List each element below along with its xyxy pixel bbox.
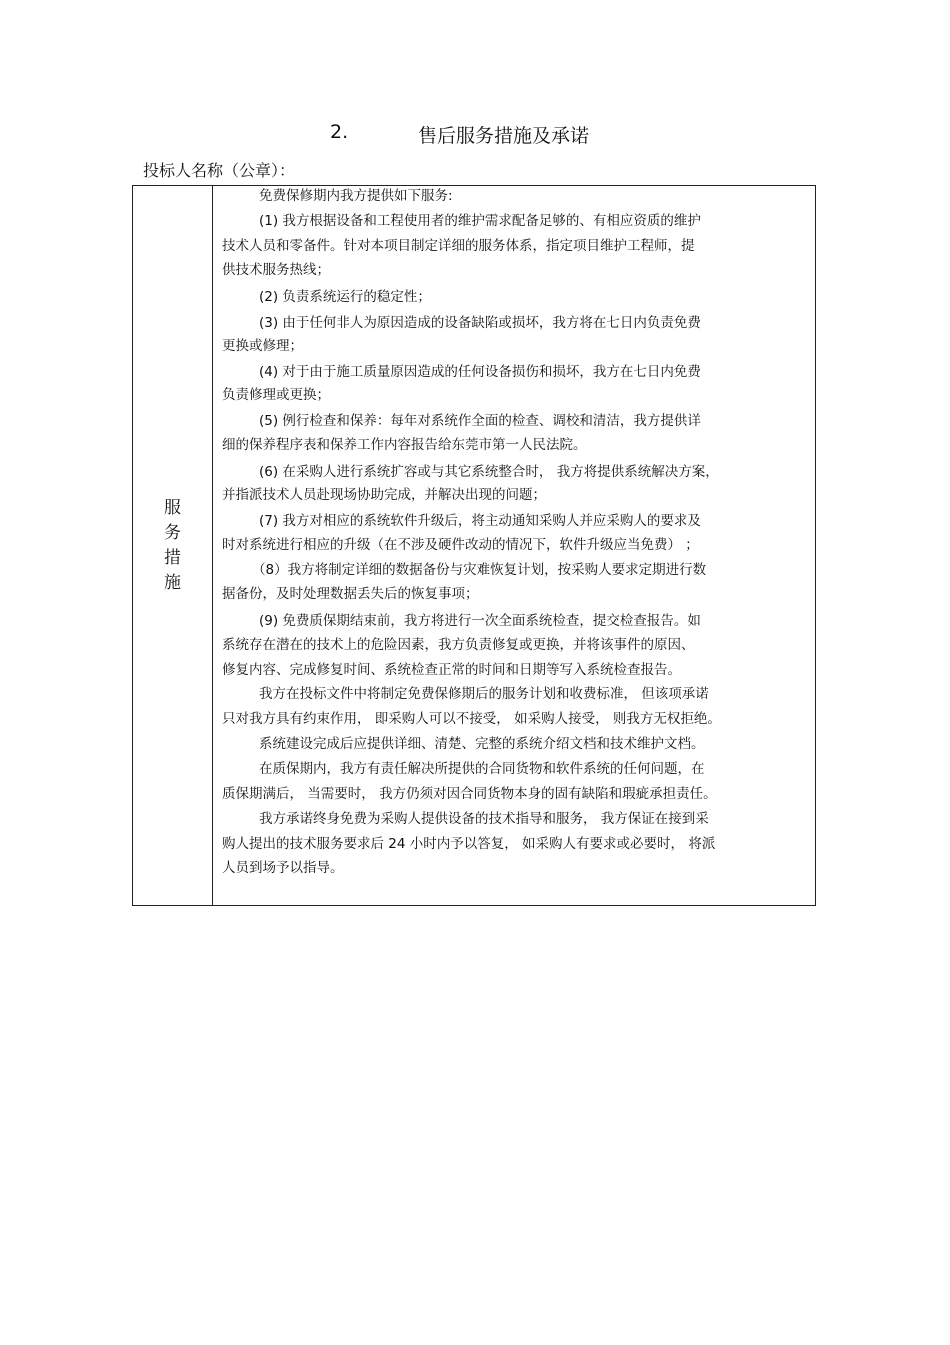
section-title: 售后服务措施及承诺: [418, 125, 590, 147]
text-line: 系统建设完成后应提供详细、清楚、完整的系统介绍文档和技术维护文档。: [259, 736, 705, 752]
text-line: 时对系统进行相应的升级（在不涉及硬件改动的情况下，软件升级应当免费） ；: [222, 537, 699, 553]
text-line: 修复内容、完成修复时间、系统检查正常的时间和日期等写入系统检查报告。: [222, 662, 681, 678]
service-measures-table: [132, 185, 816, 906]
text-line: 并指派技术人员赴现场协助完成，并解决出现的问题；: [222, 487, 546, 503]
text-line: 购人提出的技术服务要求后 24 小时内予以答复， 如采购人有要求或必要时， 将派: [222, 836, 716, 852]
text-line: (5) 例行检查和保养：每年对系统作全面的检查、调校和清洁，我方提供详: [259, 413, 701, 429]
text-line: 人员到场予以指导。: [222, 860, 344, 876]
section-number: 2.: [330, 121, 349, 143]
text-line: 供技术服务热线；: [222, 262, 330, 278]
text-line: 在质保期内，我方有责任解决所提供的合同货物和软件系统的任何问题，在: [259, 761, 705, 777]
column-divider: [212, 186, 213, 905]
text-line: (4) 对于由于施工质量原因造成的任何设备损伤和损坏，我方在七日内免费: [259, 364, 701, 380]
text-line: (1) 我方根据设备和工程使用者的维护需求配备足够的、有相应资质的维护: [259, 213, 701, 229]
text-line: 免费保修期内我方提供如下服务:: [259, 188, 453, 204]
label-char: 措: [164, 548, 181, 568]
text-line: 质保期满后， 当需要时， 我方仍须对因合同货物本身的固有缺陷和瑕疵承担责任。: [222, 786, 717, 802]
text-line: 只对我方具有约束作用， 即采购人可以不接受， 如采购人接受， 则我方无权拒绝。: [222, 711, 721, 727]
service-measures-label: [133, 496, 212, 596]
text-line: 技术人员和零备件。针对本项目制定详细的服务体系，指定项目维护工程师，提: [222, 238, 695, 254]
text-line: 我方承诺终身免费为采购人提供设备的技术指导和服务， 我方保证在接到采: [259, 811, 709, 827]
text-line: 负责修理或更换；: [222, 387, 330, 403]
text-line: （8）我方将制定详细的数据备份与灾难恢复计划，按采购人要求定期进行数: [252, 562, 707, 578]
text-line: 据备份，及时处理数据丢失后的恢复事项；: [222, 586, 479, 602]
text-line: (7) 我方对相应的系统软件升级后，将主动通知采购人并应采购人的要求及: [259, 513, 701, 529]
label-char: 施: [164, 573, 181, 593]
label-char: 务: [164, 523, 181, 543]
bidder-name-label: 投标人名称（公章）：: [143, 161, 296, 180]
text-line: (9) 免费质保期结束前，我方将进行一次全面系统检查，提交检查报告。如: [259, 613, 701, 629]
text-line: (3) 由于任何非人为原因造成的设备缺陷或损坏，我方将在七日内负责免费: [259, 315, 701, 331]
text-line: (2) 负责系统运行的稳定性；: [259, 289, 431, 305]
text-line: 系统存在潜在的技术上的危险因素，我方负责修复或更换，并将该事件的原因、: [222, 637, 695, 653]
text-line: 细的保养程序表和保养工作内容报告给东莞市第一人民法院。: [222, 437, 587, 453]
text-line: 我方在投标文件中将制定免费保修期后的服务计划和收费标准， 但该项承诺: [259, 686, 709, 702]
text-line: (6) 在采购人进行系统扩容或与其它系统整合时， 我方将提供系统解决方案，: [259, 464, 719, 480]
text-line: 更换或修理；: [222, 338, 303, 354]
label-char: 服: [164, 498, 181, 518]
